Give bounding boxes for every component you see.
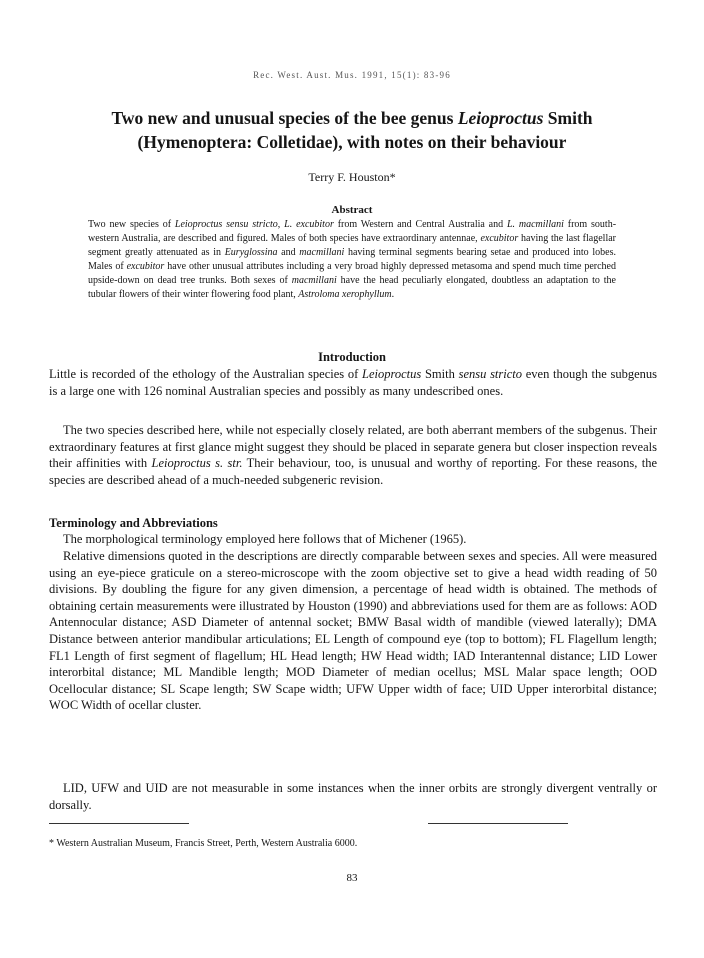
title-line1-text: Two new and unusual species of the bee genus bbox=[111, 108, 458, 128]
paper-title bbox=[40, 106, 664, 154]
abstract-text bbox=[88, 218, 616, 303]
abstract-taxon: Astroloma xerophyllum bbox=[298, 289, 392, 301]
abstract-taxon: Leioproctus sensu stricto bbox=[174, 219, 278, 230]
text-run: Their behaviour, too, is unusual and worthy of reporting. For these reasons, the species are described ahead of a much-needed subgeneric revision. bbox=[49, 456, 657, 487]
footnote-divider-right bbox=[428, 823, 568, 824]
abstract-taxon: L. macmillani bbox=[506, 219, 564, 230]
abstract-taxon: excubitor bbox=[126, 261, 165, 273]
abstract-seg: having the last flagellar segment greatly attenuated as in bbox=[88, 233, 616, 259]
abstract-seg: from south-western Australia, are described and figured. Males of both species have extraordinary antennae, bbox=[88, 219, 617, 245]
abstract-taxon: excubitor bbox=[480, 233, 519, 245]
abstract-seg: and bbox=[277, 247, 300, 259]
author-affiliation-footnote: * Western Australian Museum, Francis Street, Perth, Western Australia 6000. bbox=[49, 838, 358, 849]
terminology-paragraph-1: The morphological terminology employed here follows that of Michener (1965). bbox=[63, 532, 467, 546]
title-line2: (Hymenoptera: Colletidae), with notes on their behaviour bbox=[137, 132, 567, 152]
abstract-seg: Two new species of bbox=[88, 219, 175, 230]
abstract-seg: have the head peculiarly elongated, doubtless an adaptation to the tubular flowers of their winter flowering food plant, bbox=[88, 275, 616, 301]
text-run: The two species described here, while not especially closely related, are both aberrant members of the subgenus. Their extraordinary features at first glance might suggest they should be placed in separate genera but closer inspection reveals their affinities with bbox=[49, 423, 657, 471]
abstract-seg: , bbox=[277, 219, 285, 230]
abstract-taxon: macmillani bbox=[291, 275, 337, 287]
taxon-name: Leioproctus bbox=[362, 367, 422, 381]
abstract-taxon: Euryglossina bbox=[224, 247, 278, 259]
text-run: Little is recorded of the ethology of the Australian species of bbox=[49, 367, 362, 381]
abstract-seg: having terminal segments bearing setae and produced into lobes. Males of bbox=[88, 247, 616, 273]
footnote-divider-left bbox=[49, 823, 189, 824]
taxon-name: Leioproctus s. str. bbox=[151, 456, 243, 471]
introduction-paragraph-1 bbox=[49, 366, 657, 399]
author-name: Terry F. Houston* bbox=[308, 170, 396, 184]
terminology-paragraph-2: Relative dimensions quoted in the descriptions are directly comparable between sexes and species. All were measured using an eye-piece graticule on a stereo-microscope with the zoom objective set to give a head width reading of 50 divisions. By doubling the figure for any given dimension, a percentage of head width is obtained. The methods of obtaining certain measurements were illustrated by Houston (1990) and abbreviations used for them are as follows: AOD Antennocular distance; ASD Diameter of antennal socket; BMW Basal width of mandible (viewed laterally); DMA Distance between anterior mandibular articulations; EL Length of compound eye (top to bottom); FL Flagellum length; FL1 Length of first segment of flagellum; HL Head length; HW Head width; IAD Interantennal distance; LID Lower interorbital distance; ML Mandible length; MOD Diameter of median ocellus; MSL Malar space length; OOD Ocellocular distance; SL Scape length; SW Scape width; UFW Upper width of face; UID Upper interorbital distance; WOC Width of ocellar cluster. bbox=[49, 549, 657, 713]
title-genus: Leioproctus bbox=[457, 108, 544, 128]
abstract-seg: . bbox=[391, 289, 395, 301]
title-line1-end: Smith bbox=[543, 108, 593, 128]
abstract-seg: have other unusual attributes including a very broad highly depressed metasoma and spend much time perched upside-down on dead tree trunks. Both sexes of bbox=[88, 261, 616, 287]
page-number: 83 bbox=[346, 872, 358, 884]
introduction-paragraph-2 bbox=[49, 422, 657, 488]
introduction-heading: Introduction bbox=[318, 350, 386, 364]
abstract-seg: from Western and Central Australia and bbox=[333, 219, 507, 230]
taxon-name: sensu stricto bbox=[458, 367, 523, 381]
terminology-heading: Terminology and Abbreviations bbox=[49, 516, 218, 530]
text-run: Smith bbox=[421, 367, 459, 381]
abstract-taxon: macmillani bbox=[299, 247, 345, 259]
terminology-paragraph-3: LID, UFW and UID are not measurable in some instances when the inner orbits are strongly divergent ventrally or dorsally. bbox=[49, 781, 657, 812]
text-run: even though the subgenus is a large one with 126 nominal Australian species and possibly as many undescribed ones. bbox=[49, 367, 657, 398]
running-head: Rec. West. Aust. Mus. 1991, 15(1): 83-96 bbox=[253, 70, 451, 80]
abstract-taxon: L. excubitor bbox=[284, 219, 334, 230]
abstract-heading: Abstract bbox=[331, 204, 373, 216]
